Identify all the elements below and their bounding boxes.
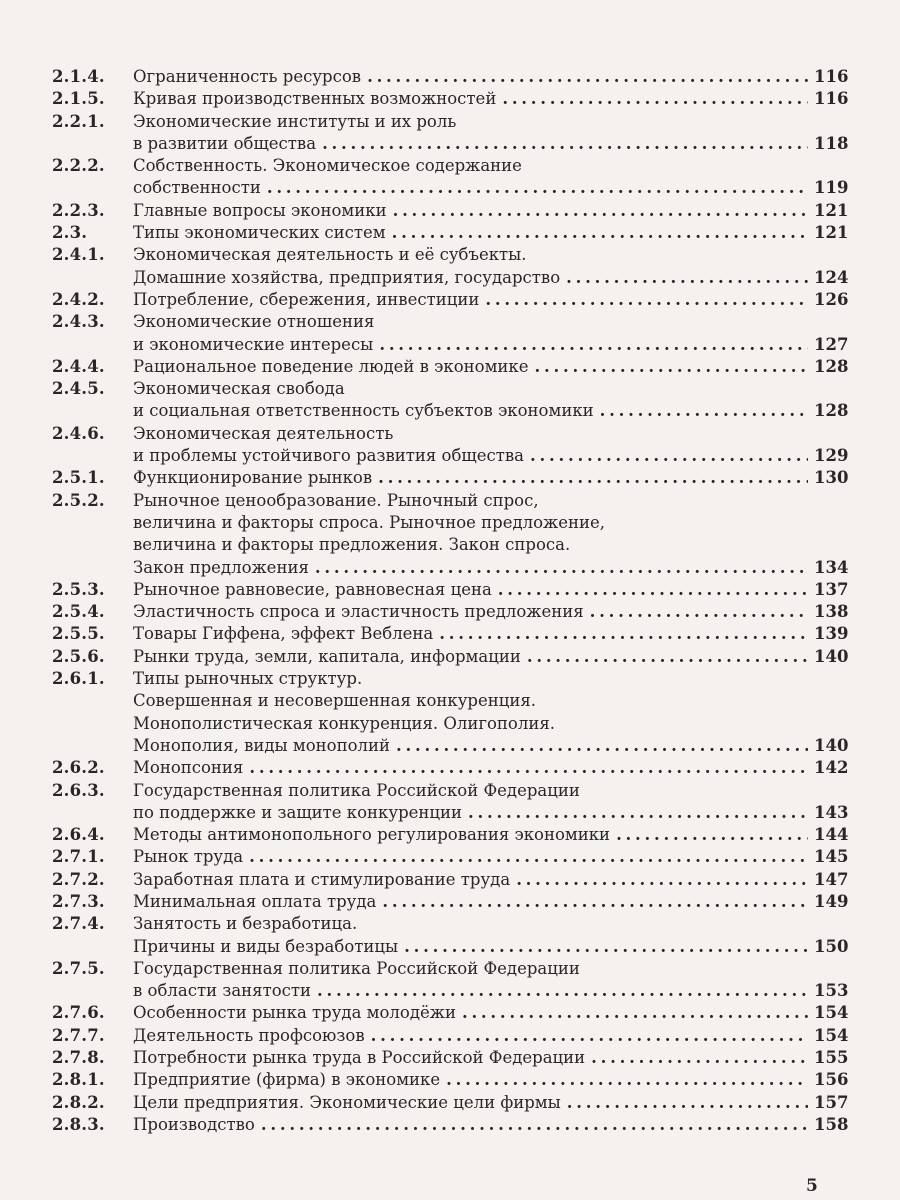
- page-ref: 155: [814, 1048, 849, 1068]
- section-number: 2.7.5.: [52, 958, 105, 978]
- toc-entry: [52, 913, 848, 958]
- section-title: Потребности рынка труда в Российской Федерации: [133, 1048, 586, 1068]
- section-title: Рынки труда, земли, капитала, информации: [133, 646, 521, 666]
- dot-leader: [590, 601, 808, 623]
- dot-leader: [322, 133, 808, 155]
- page-ref: 130: [814, 468, 849, 488]
- page-ref: 134: [814, 557, 849, 577]
- page-ref: 139: [814, 624, 849, 644]
- section-title: Минимальная оплата труда: [133, 891, 377, 911]
- section-title: Экономическая деятельность: [133, 423, 394, 443]
- section-title: Рынок труда: [133, 847, 244, 867]
- page-ref: 147: [814, 869, 849, 889]
- dot-leader: [315, 557, 808, 579]
- toc-entry: [52, 1092, 848, 1114]
- section-title: Предприятие (фирма) в экономике: [133, 1070, 441, 1090]
- table-of-contents: [52, 66, 848, 1136]
- section-number: 2.5.6.: [52, 646, 105, 666]
- dot-leader: [498, 579, 808, 601]
- section-number: 2.6.1.: [52, 669, 105, 689]
- section-number: 2.4.1.: [52, 245, 105, 265]
- dot-leader: [371, 1025, 808, 1047]
- section-title: Причины и виды безработицы: [133, 936, 399, 956]
- toc-entry: [52, 1069, 848, 1091]
- section-number: 2.6.3.: [52, 780, 105, 800]
- section-title: Рациональное поведение людей в экономике: [133, 356, 529, 376]
- toc-entry: [52, 579, 848, 601]
- page-ref: 156: [814, 1070, 849, 1090]
- section-title: Потребление, сбережения, инвестиции: [133, 289, 480, 309]
- dot-leader: [317, 980, 808, 1002]
- page-ref: 124: [814, 267, 849, 287]
- section-number: 2.5.5.: [52, 624, 105, 644]
- dot-leader: [616, 824, 808, 846]
- page-ref: 140: [814, 646, 849, 666]
- toc-entry: [52, 623, 848, 645]
- section-number: 2.5.3.: [52, 579, 105, 599]
- page-ref: 142: [814, 758, 849, 778]
- section-number: 2.4.3.: [52, 312, 105, 332]
- toc-entry: [52, 869, 848, 891]
- toc-entry: [52, 1047, 848, 1069]
- section-title: Занятость и безработица.: [133, 914, 358, 934]
- toc-entry: [52, 1025, 848, 1047]
- section-title: в области занятости: [133, 981, 312, 1001]
- dot-leader: [367, 66, 808, 88]
- section-title: Экономические отношения: [133, 312, 375, 332]
- page-ref: 121: [814, 223, 849, 243]
- section-number: 2.2.2.: [52, 156, 105, 176]
- section-title: и социальная ответственность субъектов экономики: [133, 401, 594, 421]
- section-title: Главные вопросы экономики: [133, 200, 387, 220]
- dot-leader: [530, 445, 808, 467]
- dot-leader: [446, 1069, 808, 1091]
- page-ref: 137: [814, 579, 849, 599]
- toc-entry: [52, 846, 848, 868]
- section-title: Монопсония: [133, 758, 244, 778]
- section-title: Типы рыночных структур.: [133, 669, 363, 689]
- page-ref: 116: [814, 67, 849, 86]
- dot-leader: [502, 88, 808, 110]
- section-number: 2.8.3.: [52, 1114, 105, 1134]
- section-title: Совершенная и несовершенная конкуренция.: [133, 691, 537, 711]
- section-number: 2.7.3.: [52, 891, 105, 911]
- toc-entry: [52, 88, 848, 110]
- dot-leader: [567, 1092, 808, 1114]
- section-title: Рыночное ценообразование. Рыночный спрос,: [133, 490, 539, 510]
- section-title: Особенности рынка труда молодёжи: [133, 1003, 456, 1023]
- section-title: Монополистическая конкуренция. Олигополия.: [133, 713, 555, 733]
- toc-entry: [52, 378, 848, 423]
- section-number: 2.7.2.: [52, 869, 105, 889]
- toc-entry: [52, 155, 848, 200]
- section-number: 2.7.6.: [52, 1003, 105, 1023]
- section-number: 2.4.2.: [52, 289, 105, 309]
- toc-entry: [52, 958, 848, 1003]
- dot-leader: [485, 289, 808, 311]
- section-title: Монополия, виды монополий: [133, 735, 390, 755]
- section-title: Деятельность профсоюзов: [133, 1025, 365, 1045]
- section-number: 2.7.8.: [52, 1048, 105, 1068]
- dot-leader: [249, 757, 808, 779]
- section-title: Методы антимонопольного регулирования экономики: [133, 825, 611, 845]
- section-number: 2.2.3.: [52, 200, 105, 220]
- section-title: Закон предложения: [133, 557, 309, 577]
- page-ref: 144: [814, 825, 849, 845]
- toc-entry: [52, 200, 848, 222]
- section-title: собственности: [133, 178, 261, 198]
- dot-leader: [382, 891, 808, 913]
- page-ref: 157: [814, 1092, 849, 1112]
- page-ref: 149: [814, 891, 849, 911]
- section-number: 2.6.4.: [52, 825, 105, 845]
- dot-leader: [535, 356, 808, 378]
- section-number: 2.5.1.: [52, 468, 105, 488]
- section-title: Эластичность спроса и эластичность предложения: [133, 602, 584, 622]
- toc-entry: [52, 1002, 848, 1024]
- dot-leader: [249, 846, 808, 868]
- page-number: 5: [806, 1176, 818, 1196]
- page-ref: 145: [814, 847, 849, 867]
- dot-leader: [591, 1047, 808, 1069]
- section-title: Ограниченность ресурсов: [133, 67, 362, 86]
- toc-entry: [52, 111, 848, 156]
- section-title: по поддержке и защите конкуренции: [133, 802, 463, 822]
- dot-leader: [468, 802, 808, 824]
- section-number: 2.8.1.: [52, 1070, 105, 1090]
- toc-entry: [52, 824, 848, 846]
- page-ref: 128: [814, 356, 849, 376]
- section-number: 2.4.6.: [52, 423, 105, 443]
- dot-leader: [516, 869, 808, 891]
- page-ref: 143: [814, 802, 849, 822]
- section-number: 2.3.: [52, 223, 88, 243]
- section-number: 2.1.4.: [52, 67, 105, 86]
- dot-leader: [379, 334, 808, 356]
- dot-leader: [439, 623, 808, 645]
- section-number: 2.6.2.: [52, 758, 105, 778]
- section-number: 2.5.4.: [52, 602, 105, 622]
- page-ref: 121: [814, 200, 849, 220]
- dot-leader: [404, 936, 808, 958]
- section-title: Производство: [133, 1114, 255, 1134]
- dot-leader: [566, 267, 808, 289]
- section-title: Экономические институты и их роль: [133, 111, 457, 131]
- dot-leader: [261, 1114, 808, 1136]
- section-number: 2.7.7.: [52, 1025, 105, 1045]
- dot-leader: [396, 735, 808, 757]
- toc-entry: [52, 244, 848, 289]
- toc-entry: [52, 601, 848, 623]
- section-title: Кривая производственных возможностей: [133, 89, 497, 109]
- section-number: 2.1.5.: [52, 89, 105, 109]
- section-title: Домашние хозяйства, предприятия, государство: [133, 267, 561, 287]
- section-title: Государственная политика Российской Федерации: [133, 958, 580, 978]
- toc-entry: [52, 490, 848, 579]
- section-title: Товары Гиффена, эффект Веблена: [133, 624, 434, 644]
- toc-entry: [52, 423, 848, 468]
- section-number: 2.4.5.: [52, 379, 105, 399]
- toc-entry: [52, 222, 848, 244]
- section-title: Экономическая свобода: [133, 379, 345, 399]
- toc-entry: [52, 646, 848, 668]
- page-ref: 154: [814, 1003, 849, 1023]
- section-number: 2.7.4.: [52, 914, 105, 934]
- page-ref: 116: [814, 89, 849, 109]
- page-ref: 118: [814, 133, 849, 153]
- toc-entry: [52, 289, 848, 311]
- dot-leader: [393, 200, 808, 222]
- section-title: Собственность. Экономическое содержание: [133, 156, 522, 176]
- page-ref: 140: [814, 735, 849, 755]
- dot-leader: [527, 646, 808, 668]
- section-number: 2.5.2.: [52, 490, 105, 510]
- section-title: Экономическая деятельность и её субъекты.: [133, 245, 527, 265]
- toc-entry: [52, 780, 848, 825]
- section-number: 2.8.2.: [52, 1092, 105, 1112]
- section-number: 2.4.4.: [52, 356, 105, 376]
- section-title: Заработная плата и стимулирование труда: [133, 869, 511, 889]
- page-ref: 128: [814, 401, 849, 421]
- section-title: величина и факторы спроса. Рыночное предложение,: [133, 512, 605, 532]
- section-title: и проблемы устойчивого развития общества: [133, 446, 525, 466]
- section-number: 2.7.1.: [52, 847, 105, 867]
- toc-entry: [52, 356, 848, 378]
- page-ref: 127: [814, 334, 849, 354]
- dot-leader: [462, 1002, 808, 1024]
- dot-leader: [392, 222, 808, 244]
- section-title: Типы экономических систем: [133, 223, 386, 243]
- section-title: в развитии общества: [133, 133, 317, 153]
- section-title: Рыночное равновесие, равновесная цена: [133, 579, 492, 599]
- toc-entry: [52, 311, 848, 356]
- dot-leader: [378, 467, 808, 489]
- page-ref: 119: [814, 178, 849, 198]
- page-ref: 158: [814, 1114, 849, 1134]
- toc-entry: [52, 891, 848, 913]
- dot-leader: [267, 177, 808, 199]
- page-ref: 129: [814, 446, 849, 466]
- toc-entry: [52, 668, 848, 757]
- section-number: 2.2.1.: [52, 111, 105, 131]
- section-title: Государственная политика Российской Федерации: [133, 780, 580, 800]
- dot-leader: [600, 400, 808, 422]
- section-title: и экономические интересы: [133, 334, 374, 354]
- page-ref: 138: [814, 602, 849, 622]
- page-ref: 154: [814, 1025, 849, 1045]
- section-title: Функционирование рынков: [133, 468, 373, 488]
- toc-entry: [52, 757, 848, 779]
- page-ref: 150: [814, 936, 849, 956]
- toc-entry: [52, 1114, 848, 1136]
- page-ref: 153: [814, 981, 849, 1001]
- toc-entry: [52, 66, 848, 88]
- page-ref: 126: [814, 289, 849, 309]
- section-title: Цели предприятия. Экономические цели фирмы: [133, 1092, 561, 1112]
- toc-entry: [52, 467, 848, 489]
- section-title: величина и факторы предложения. Закон спроса.: [133, 535, 571, 555]
